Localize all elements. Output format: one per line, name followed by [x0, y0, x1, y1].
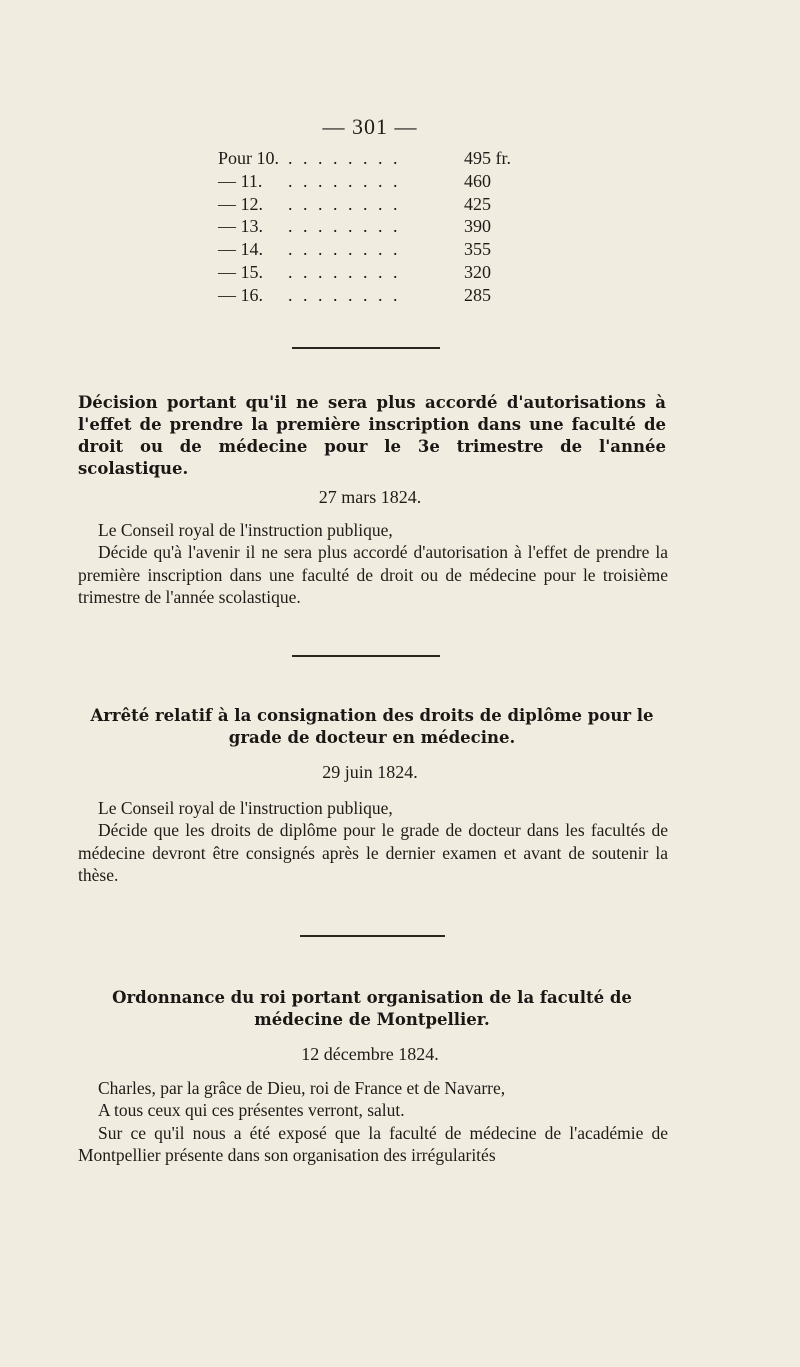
section-body [78, 519, 668, 608]
tariff-label: — 14. [218, 239, 263, 260]
tariff-amount: 355 [464, 239, 491, 260]
tariff-row [218, 215, 538, 238]
tariff-row [218, 284, 538, 307]
tariff-label: — 12. [218, 193, 263, 214]
tariff-leader-dots: . . . . . . . . [288, 216, 401, 237]
tariff-label: — 11. [218, 170, 263, 191]
section-heading: Arrêté relatif à la consignation des droits de diplôme pour le grade de docteur en médecine. [90, 706, 654, 747]
tariff-amount: 390 [464, 216, 491, 237]
tariff-amount: 320 [464, 261, 491, 282]
body-paragraph: Le Conseil royal de l'instruction publique, [98, 798, 393, 818]
tariff-label: — 15. [218, 261, 263, 282]
section-divider [292, 655, 440, 657]
section-date: 29 juin 1824. [322, 762, 418, 782]
tariff-row [218, 238, 538, 261]
section-divider [292, 347, 440, 349]
section-date: 12 décembre 1824. [301, 1044, 439, 1064]
section-body [78, 1077, 668, 1166]
section-body [78, 797, 668, 886]
tariff-leader-dots: . . . . . . . . [288, 284, 401, 305]
body-paragraph: Décide que les droits de diplôme pour le grade de docteur dans les facultés de médecine devront être consignés après le dernier examen et avant de soutenir la thèse. [78, 820, 668, 885]
tariff-row [218, 147, 538, 170]
body-paragraph: Décide qu'à l'avenir il ne sera plus accordé d'autorisation à l'effet de prendre la première inscription dans une faculté de droit ou de médecine pour le troisième trimestre de l'année scolastique. [78, 542, 668, 607]
tariff-amount: 285 [464, 284, 491, 305]
tariff-label: Pour 10. [218, 148, 280, 168]
section-divider [300, 935, 445, 937]
tariff-row [218, 193, 538, 216]
page-number: — 301 — [322, 114, 418, 139]
tariff-amount: 425 [464, 193, 491, 214]
tariff-label: — 16. [218, 284, 263, 305]
tariff-leader-dots: . . . . . . . . [288, 148, 401, 168]
tariff-leader-dots: . . . . . . . . [288, 193, 401, 214]
body-paragraph: Le Conseil royal de l'instruction publique, [98, 520, 393, 540]
tariff-amount: 495 fr. [464, 148, 511, 168]
tariff-amount: 460 [464, 170, 491, 191]
body-paragraph: A tous ceux qui ces présentes verront, salut. [98, 1100, 405, 1121]
tariff-leader-dots: . . . . . . . . [288, 261, 401, 282]
tariff-row [218, 170, 538, 193]
tariff-leader-dots: . . . . . . . . [288, 170, 401, 191]
tariff-table [218, 147, 538, 307]
tariff-leader-dots: . . . . . . . . [288, 239, 401, 260]
section-heading: Décision portant qu'il ne sera plus accordé d'autorisations à l'effet de prendre la première inscription dans une faculté de droit ou de médecine pour le 3e trimestre de l'année scolastique. [78, 393, 666, 478]
tariff-label: — 13. [218, 216, 263, 237]
section-date: 27 mars 1824. [318, 487, 422, 507]
tariff-row [218, 261, 538, 284]
section-heading: Ordonnance du roi portant organisation de la faculté de médecine de Montpellier. [112, 988, 632, 1029]
body-paragraph: Charles, par la grâce de Dieu, roi de France et de Navarre, [98, 1078, 506, 1098]
body-paragraph: Sur ce qu'il nous a été exposé que la faculté de médecine de l'académie de Montpellier présente dans son organisation des irrégularités [78, 1122, 668, 1165]
